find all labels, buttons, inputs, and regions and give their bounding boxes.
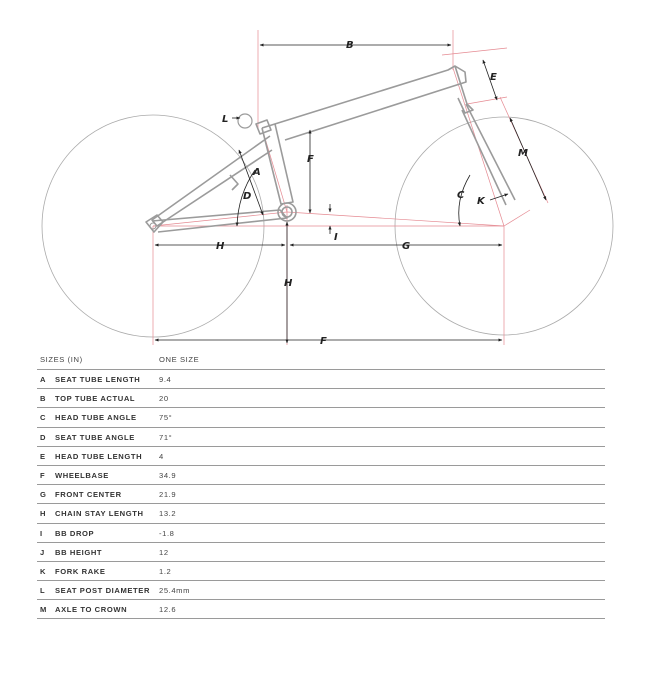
row-letter: I (40, 528, 43, 538)
table-row (37, 428, 605, 447)
row-letter: K (40, 566, 47, 576)
seat-post-section (238, 114, 252, 128)
row-name: TOP TUBE ACTUAL (55, 394, 136, 404)
row-name: HEAD TUBE ANGLE (55, 413, 137, 423)
row-letter: M (40, 605, 47, 615)
dimension-labels (216, 40, 528, 347)
row-value: 21.9 (159, 490, 177, 500)
row-letter: E (40, 451, 46, 461)
row-name: FORK RAKE (55, 566, 106, 576)
label-h-vertical: H (284, 278, 293, 289)
table-row (37, 504, 605, 523)
row-value: 13.2 (159, 509, 177, 519)
row-name: WHEELBASE (55, 470, 109, 480)
table-row (37, 370, 605, 389)
row-name: FRONT CENTER (55, 490, 122, 500)
row-value: -1.8 (159, 528, 175, 538)
table-row (37, 562, 605, 581)
row-value: 1.2 (159, 566, 172, 576)
row-letter: A (40, 375, 47, 384)
label-b: B (346, 40, 354, 51)
row-name: CHAIN STAY LENGTH (55, 509, 144, 519)
row-value: 4 (159, 451, 164, 461)
table-row (37, 447, 605, 466)
row-value: 25.4mm (159, 586, 191, 596)
row-name: SEAT TUBE LENGTH (55, 375, 141, 384)
label-m: M (518, 148, 528, 159)
bike-frame (146, 66, 515, 232)
table-row (37, 485, 605, 504)
row-value: 75° (159, 413, 173, 423)
row-letter: L (40, 586, 46, 596)
row-value: 12.6 (159, 605, 177, 615)
table-row (37, 389, 605, 408)
dim-a (239, 150, 263, 215)
row-letter: H (40, 509, 47, 519)
label-h-lower: H (216, 241, 225, 252)
row-letter: J (40, 547, 45, 557)
label-c: C (457, 190, 465, 201)
row-value: 12 (159, 547, 169, 557)
header-one-size: ONE SIZE (159, 355, 200, 364)
dimension-lines (155, 45, 546, 343)
row-value: 34.9 (159, 470, 177, 480)
dim-k (490, 194, 508, 200)
label-d: D (243, 191, 252, 202)
row-value: 9.4 (159, 375, 172, 384)
row-letter: G (40, 490, 47, 500)
table-row (37, 466, 605, 485)
row-name: BB HEIGHT (55, 547, 103, 557)
label-f-wheelbase: F (320, 336, 327, 347)
label-i: I (334, 232, 338, 243)
row-name: BB DROP (55, 528, 95, 538)
row-name: HEAD TUBE LENGTH (55, 451, 143, 461)
row-letter: F (40, 470, 46, 480)
row-name: SEAT TUBE ANGLE (55, 432, 135, 442)
label-e: E (490, 72, 497, 83)
table-row (37, 581, 605, 600)
label-k: K (477, 196, 485, 207)
row-name: AXLE TO CROWN (55, 605, 128, 615)
row-value: 20 (159, 394, 169, 404)
label-f-vertical: F (307, 154, 314, 165)
table-row (37, 543, 605, 562)
label-a: A (253, 167, 261, 178)
label-l: L (222, 114, 229, 125)
label-g: G (402, 241, 411, 252)
table-row (37, 600, 605, 619)
table-header (37, 352, 605, 370)
dim-m (510, 118, 546, 200)
row-letter: C (40, 413, 47, 423)
table-row (37, 524, 605, 543)
row-letter: B (40, 394, 47, 404)
header-sizes: SIZES (IN) (40, 355, 83, 364)
row-letter: D (40, 432, 47, 442)
row-value: 71° (159, 432, 173, 442)
row-name: SEAT POST DIAMETER (55, 586, 151, 596)
geometry-table (37, 352, 605, 619)
table-row (37, 408, 605, 427)
